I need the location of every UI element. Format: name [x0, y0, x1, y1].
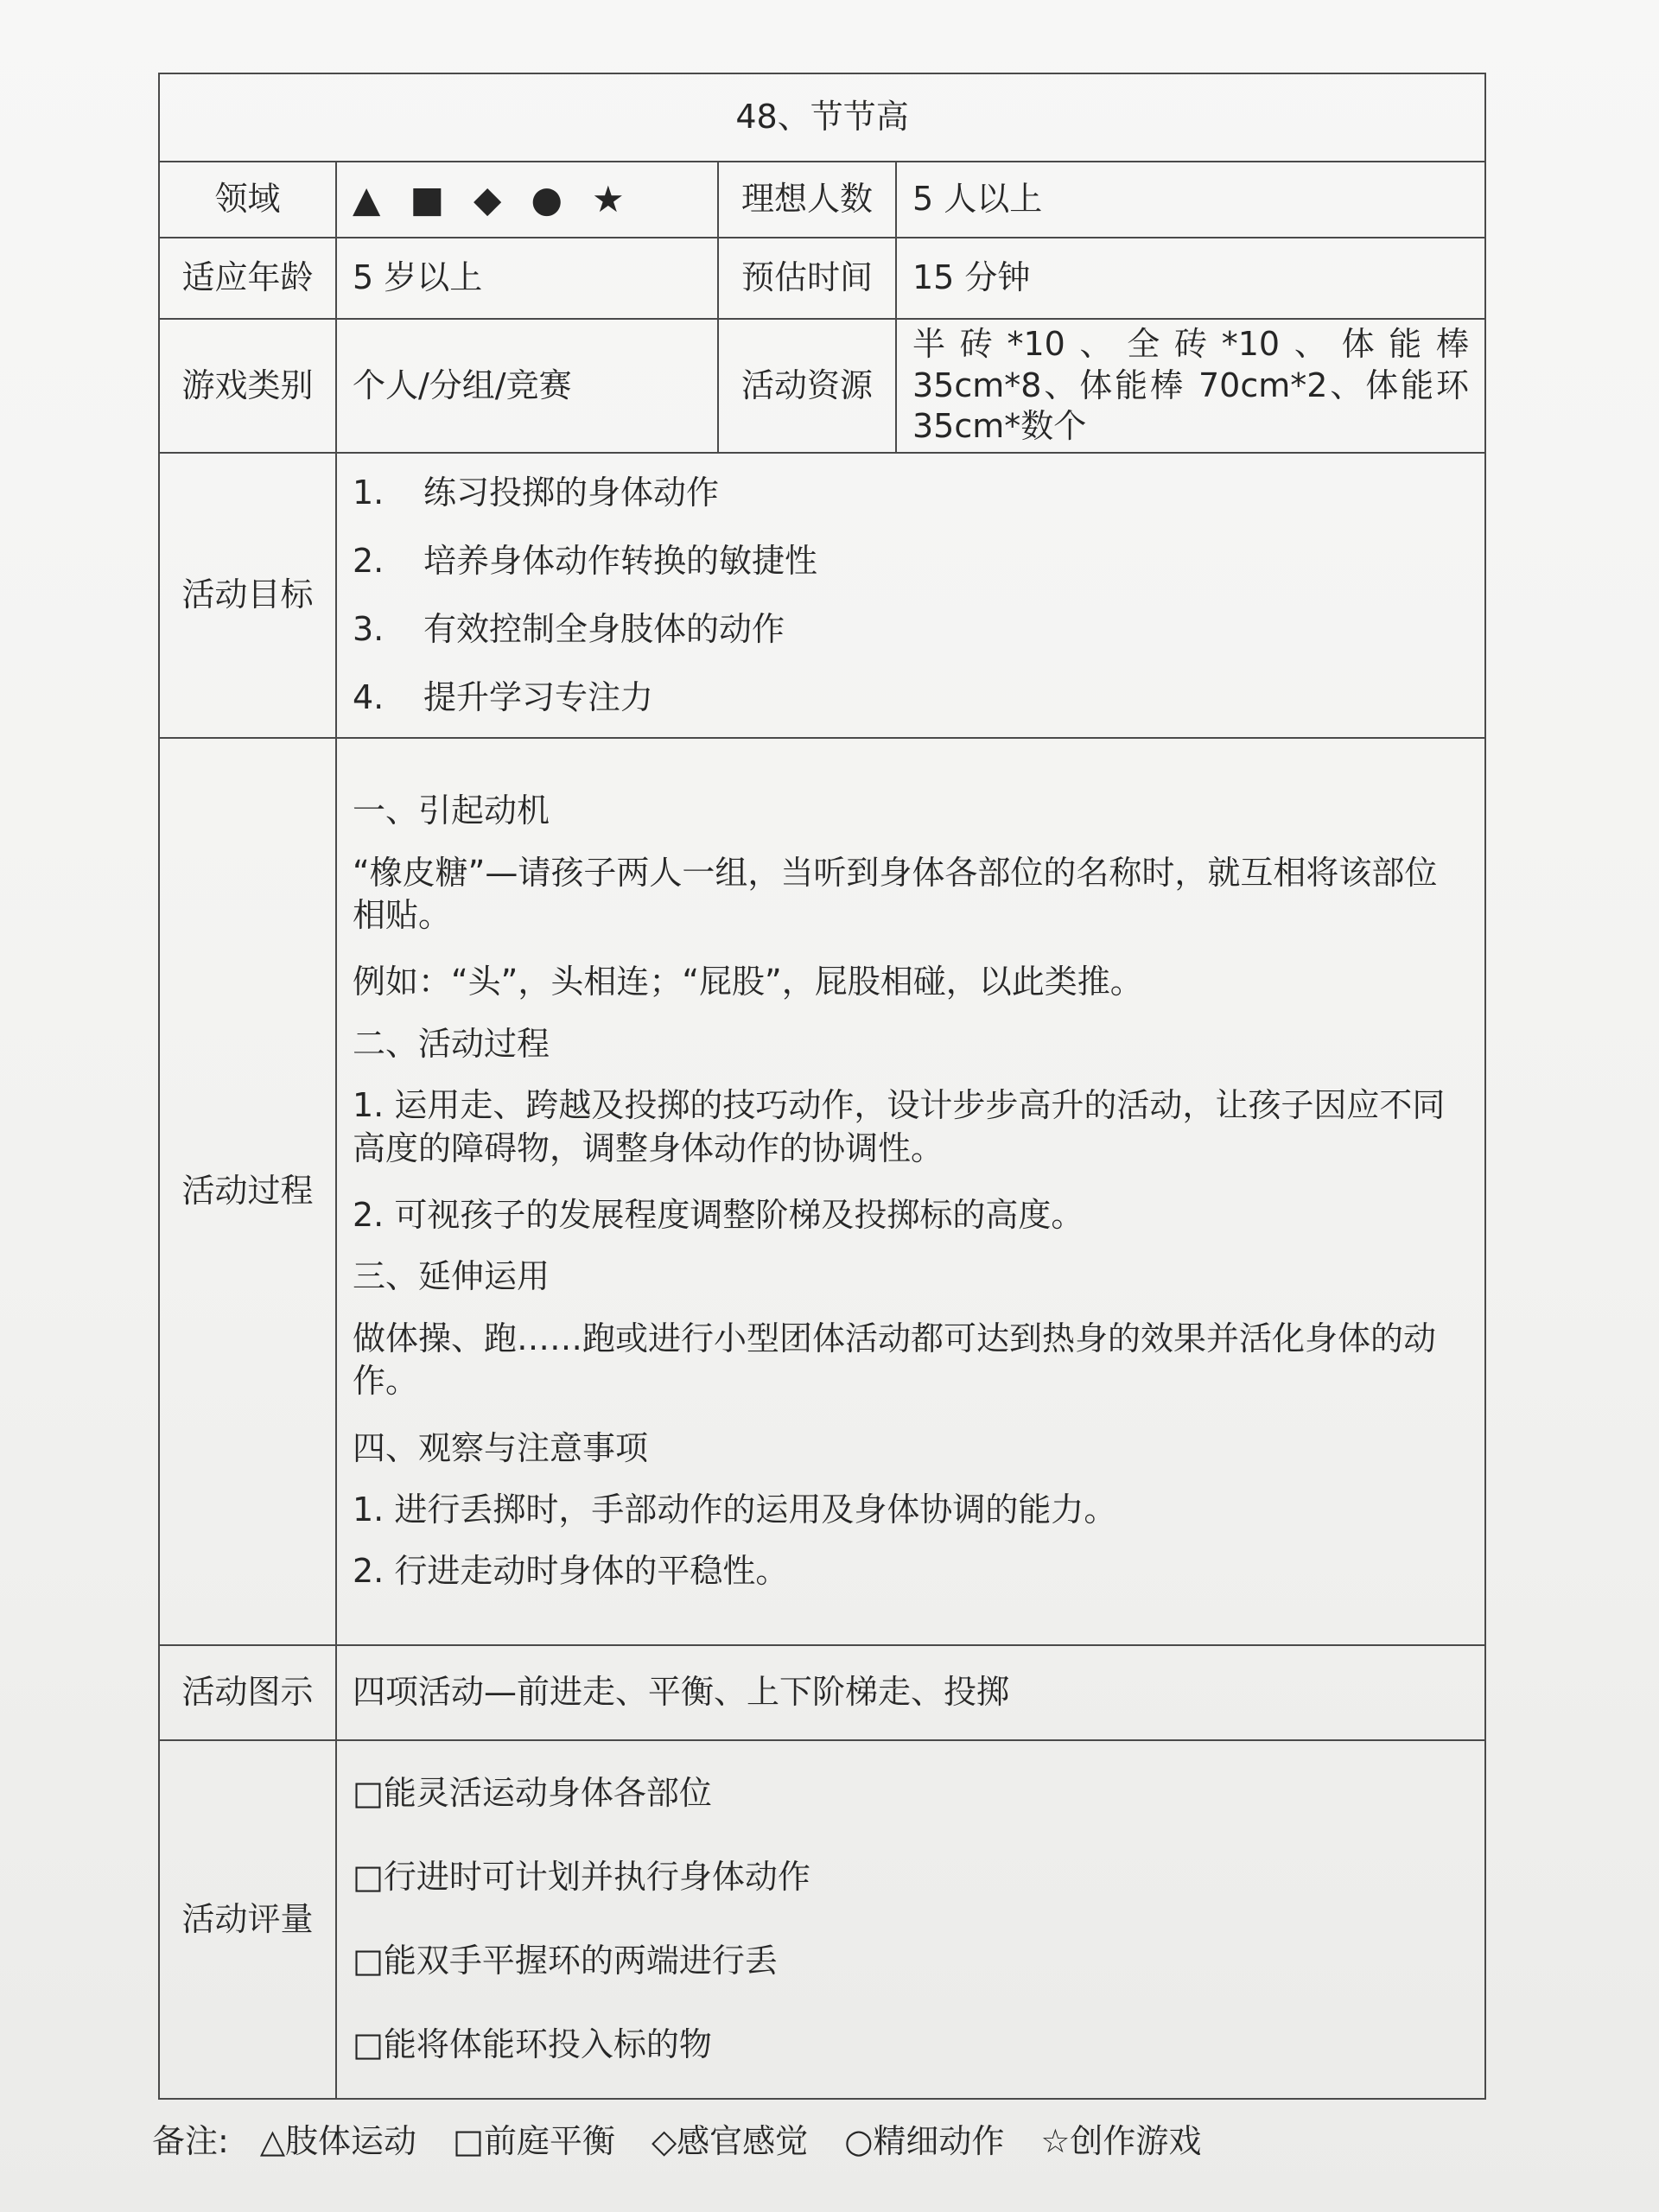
- remark-label: 备注:: [152, 2122, 229, 2160]
- circle-icon: ●: [531, 177, 563, 220]
- time-value: 15 分钟: [896, 238, 1485, 319]
- paragraph: 1. 运用走、跨越及投掷的技巧动作，设计步步高升的活动，让孩子因应不同高度的障碍物，调整身体动作的协调性。: [353, 1086, 1446, 1167]
- legend-item-fine-motor: ○精细动作: [844, 2122, 1005, 2160]
- paragraph: “橡皮糖”—请孩子两人一组，当听到身体各部位的名称时，就互相将该部位相贴。: [353, 853, 1438, 935]
- evaluation-list: [336, 1740, 1485, 2099]
- legend-item-body-movement: △肢体运动: [259, 2122, 417, 2160]
- process-content: [336, 738, 1485, 1645]
- goal-item: 3. 有效控制全身肢体的动作: [353, 609, 785, 648]
- evaluation-item: □能将体能环投入标的物: [353, 2025, 712, 2064]
- section-heading: 四、观察与注意事项: [353, 1428, 649, 1467]
- paragraph: 2. 行进走动时身体的平稳性。: [353, 1552, 789, 1591]
- diagram-label: 活动图示: [159, 1645, 336, 1740]
- evaluation-item: □能双手平握环的两端进行丢: [353, 1942, 778, 1980]
- paragraph: 1. 进行丢掷时，手部动作的运用及身体协调的能力。: [353, 1490, 1117, 1529]
- age-label: 适应年龄: [159, 238, 336, 319]
- process-label: 活动过程: [159, 738, 336, 1645]
- time-label: 预估时间: [718, 238, 896, 319]
- remark-legend: [152, 2114, 1500, 2162]
- star-icon: ★: [591, 177, 625, 220]
- legend-item-vestibular: □前庭平衡: [453, 2122, 615, 2160]
- section-heading: 一、引起动机: [353, 791, 550, 830]
- resources-value: 半砖*10、全砖*10、体能棒35cm*8、体能棒 70cm*2、体能环35cm*数个: [896, 319, 1485, 453]
- resources-label: 活动资源: [718, 319, 896, 453]
- paragraph: 例如：“头”，头相连；“屁股”，屁股相碰，以此类推。: [353, 963, 1143, 1001]
- paragraph: 做体操、跑……跑或进行小型团体活动都可达到热身的效果并活化身体的动作。: [353, 1319, 1437, 1401]
- evaluation-item: □行进时可计划并执行身体动作: [353, 1858, 810, 1897]
- game-type-value: 个人/分组/竞赛: [336, 319, 718, 453]
- goal-item: 2. 培养身体动作转换的敏捷性: [353, 541, 818, 580]
- goals-label: 活动目标: [159, 453, 336, 738]
- section-heading: 三、延伸运用: [353, 1257, 550, 1296]
- paragraph: 2. 可视孩子的发展程度调整阶梯及投掷标的高度。: [353, 1196, 1084, 1234]
- domain-label: 领域: [159, 162, 336, 238]
- domain-symbols: [336, 162, 718, 238]
- diamond-icon: ◆: [474, 177, 502, 220]
- goal-item: 4. 提升学习专注力: [353, 677, 654, 716]
- age-value: 5 岁以上: [336, 238, 718, 319]
- ideal-count-value: 5 人以上: [896, 162, 1485, 238]
- ideal-count-label: 理想人数: [718, 162, 896, 238]
- section-heading: 二、活动过程: [353, 1024, 550, 1063]
- triangle-icon: ▲: [353, 177, 381, 220]
- diagram-value: 四项活动—前进走、平衡、上下阶梯走、投掷: [336, 1645, 1485, 1740]
- legend-item-creative-game: ☆创作游戏: [1040, 2122, 1202, 2160]
- evaluation-label: 活动评量: [159, 1740, 336, 2099]
- goals-list: [336, 453, 1485, 738]
- activity-title: 48、节节高: [159, 73, 1485, 162]
- evaluation-item: □能灵活运动身体各部位: [353, 1774, 712, 1813]
- square-icon: ■: [410, 177, 444, 220]
- game-type-label: 游戏类别: [159, 319, 336, 453]
- goal-item: 1. 练习投掷的身体动作: [353, 473, 720, 512]
- activity-table: [158, 73, 1486, 2100]
- legend-item-sensory: ◇感官感觉: [651, 2122, 809, 2160]
